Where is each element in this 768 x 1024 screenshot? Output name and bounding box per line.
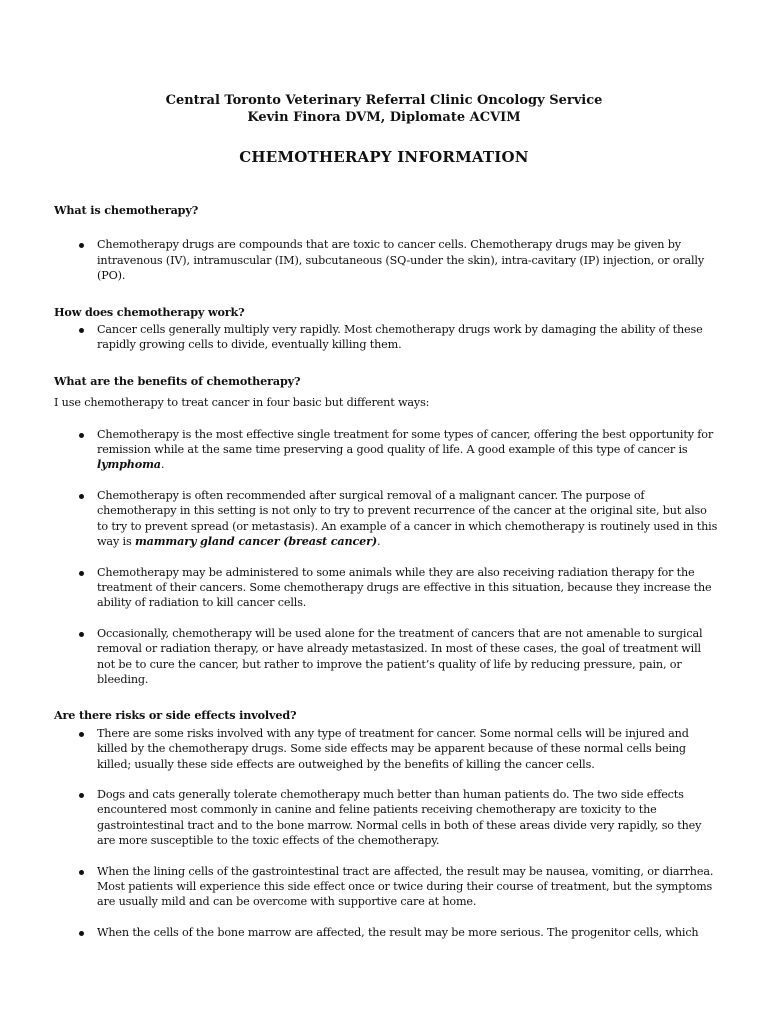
emphasis-lymphoma: lymphoma bbox=[97, 457, 161, 472]
document-body bbox=[54, 203, 718, 940]
bullet-icon bbox=[79, 433, 84, 438]
bullet-icon bbox=[79, 632, 84, 637]
doctor-name: Kevin Finora DVM, Diplomate ACVIM bbox=[247, 110, 521, 125]
section-heading-how: How does chemotherapy work? bbox=[54, 304, 245, 319]
list-item-end: . bbox=[160, 458, 165, 472]
list-item-text: Chemotherapy is often recommended after surgical removal of a malignant cancer. The purpose of chemotherapy in this setting is not only to try to prevent recurrence of the cancer at the original site, but also to try to prevent spread (or metastasis). An example of a cancer in which chemotherapy is routinely used in this way is bbox=[97, 488, 718, 549]
bullet-list-risks bbox=[54, 726, 718, 940]
list-item bbox=[54, 237, 718, 283]
list-item-text: Chemotherapy drugs are compounds that are toxic to cancer cells. Chemotherapy drugs may be given by intravenous (IV), intramuscular (IM), subcutaneous (SQ-under the skin), intra-cavitary (IP) injection, or orally (PO). bbox=[97, 238, 705, 283]
list-item bbox=[54, 626, 718, 688]
list-item bbox=[54, 488, 718, 550]
bullet-list-how bbox=[54, 322, 718, 353]
bullet-list-what bbox=[54, 237, 718, 283]
section-heading-benefits: What are the benefits of chemotherapy? bbox=[54, 373, 301, 388]
section-heading-what: What is chemotherapy? bbox=[54, 203, 199, 217]
list-item-text: There are some risks involved with any type of treatment for cancer. Some normal cells will be injured and killed by the chemotherapy drugs. Some side effects may be apparent because of these normal cells being killed; usually these side effects are outweighed by the benefits of killing the cancer cells. bbox=[97, 726, 689, 771]
clinic-header bbox=[0, 92, 768, 126]
list-item bbox=[54, 864, 718, 910]
list-item bbox=[54, 427, 718, 473]
list-item-end: . bbox=[377, 535, 381, 549]
bullet-icon bbox=[79, 243, 84, 248]
bullet-icon bbox=[79, 870, 84, 875]
bullet-icon bbox=[79, 793, 84, 798]
list-item-text: When the lining cells of the gastrointestinal tract are affected, the result may be nausea, vomiting, or diarrhea. Most patients will experience this side effect once or twice during their course of treatment, but the symptoms are usually mild and can be overcome with supportive care at home. bbox=[97, 864, 714, 909]
bullet-icon bbox=[79, 494, 84, 499]
bullet-icon bbox=[79, 328, 84, 333]
list-item bbox=[54, 787, 718, 849]
list-item bbox=[54, 726, 718, 772]
list-item-text: Chemotherapy is the most effective single treatment for some types of cancer, offering the best opportunity for remission while at the same time preserving a good quality of life. A good example of this type of cancer is bbox=[97, 427, 714, 457]
document-title: CHEMOTHERAPY INFORMATION bbox=[239, 148, 529, 166]
list-item bbox=[54, 925, 718, 940]
list-item-text: Dogs and cats generally tolerate chemotherapy much better than human patients do. The two side effects encountered most commonly in canine and feline patients receiving chemotherapy are toxicity to the gastrointestinal tract and to the bone marrow. Normal cells in both of these areas divide very rapidly, so they are more susceptible to the toxic effects of the chemotherapy. bbox=[97, 787, 702, 848]
bullet-icon bbox=[79, 732, 84, 737]
list-item bbox=[54, 565, 718, 611]
bullet-list-benefits bbox=[54, 427, 718, 688]
benefits-intro: I use chemotherapy to treat cancer in four basic but different ways: bbox=[54, 396, 430, 410]
clinic-name: Central Toronto Veterinary Referral Clinic Oncology Service bbox=[165, 93, 603, 108]
list-item-text: When the cells of the bone marrow are affected, the result may be more serious. The progenitor cells, which bbox=[97, 925, 699, 939]
list-item-text: Occasionally, chemotherapy will be used alone for the treatment of cancers that are not amenable to surgical removal or radiation therapy, or have already metastasized. In most of these cases, the goal of treatment will not be to cure the cancer, but rather to improve the patient’s quality of life by reducing pressure, pain, or bleeding. bbox=[97, 626, 703, 686]
bullet-icon bbox=[79, 931, 84, 936]
section-heading-risks: Are there risks or side effects involved? bbox=[54, 708, 297, 723]
emphasis-mammary-cancer: mammary gland cancer (breast cancer) bbox=[134, 534, 377, 549]
list-item-text: Chemotherapy may be administered to some animals while they are also receiving radiation therapy for the treatment of their cancers. Some chemotherapy drugs are effective in this situation, because they increase the ability of radiation to kill cancer cells. bbox=[97, 565, 712, 610]
list-item bbox=[54, 322, 718, 353]
bullet-icon bbox=[79, 571, 84, 576]
list-item-text: Cancer cells generally multiply very rapidly. Most chemotherapy drugs work by damaging the ability of these rapidly growing cells to divide, eventually killing them. bbox=[97, 323, 703, 352]
